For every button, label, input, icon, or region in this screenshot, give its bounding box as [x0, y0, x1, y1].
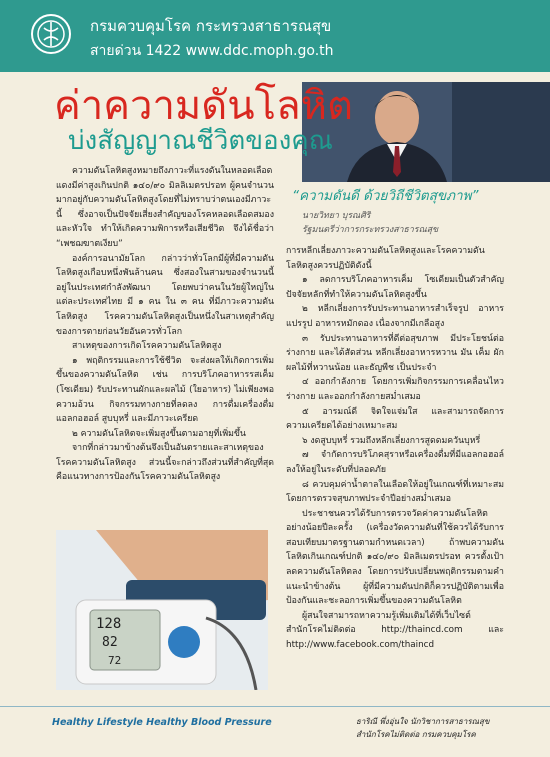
hotline-website: สายด่วน 1422 www.ddc.moph.go.th	[90, 43, 334, 59]
left-paragraph: ความดันโลหิตสูงหมายถึงภาวะที่แรงดันในหลอดเลือดแดงมีค่าสูงเกินปกติ ๑๔๐/๙๐ มิลลิเมตรปรอท ผู้คนจำนวนมากอยู่กับความดันโลหิตสูงโดยที่ไม่ทราบว่าตนเองมีภาวะนี้ ซึ่งอาจเป็นปัจจัยเสี่ยงสำคัญของโรคหลอดเลือดสมองและหัวใจ ทำให้เกิดความพิการหรือเสียชีวิต จึงได้ชื่อว่า “เพชฌฆาตเงียบ”	[56, 166, 274, 249]
right-paragraph: ๕ อารมณ์ดี จิตใจแจ่มใส และสามารถจัดการความเครียดได้อย่างเหมาะสม	[286, 406, 504, 432]
left-paragraph: ๒ ความดันโลหิตจะเพิ่มสูงขึ้นตามอายุที่เพิ่มขึ้น	[72, 428, 246, 439]
department-seal-icon	[30, 10, 72, 58]
left-paragraph: องค์การอนามัยโลก กล่าวว่าทั่วโลกมีผู้ที่มีความดันโลหิตสูงเกือบหนึ่งพันล้านคน ซึ่งสองในสามของจำนวนนี้อยู่ในประเทศกำลังพัฒนา โดยพบว่าคนในวัยผู้ใหญ่ในแต่ละประเทศไทย มี ๑ คน ใน ๓ คน ที่มีภาวะความดันโลหิตสูง โรคความดันโลหิตสูงเป็นหนึ่งในสาเหตุสำคัญของการตายก่อนวัยอันควรทั่วโลก	[56, 253, 274, 337]
right-paragraph: ๘ ควบคุมค่าน้ำตาลในเลือดให้อยู่ในเกณฑ์ที่เหมาะสม โดยการตรวจสุขภาพประจำปีอย่างสม่ำเสมอ	[286, 479, 504, 505]
bp-systolic: 128	[96, 616, 122, 632]
quote-author-position: รัฐมนตรีว่าการกระทรวงสาธารณสุข	[302, 225, 439, 235]
pull-quote: “ความดันดี ด้วยวิถีชีวิตสุขภาพ”	[292, 188, 479, 204]
right-paragraph: ๗ จำกัดการบริโภคสุราหรือเครื่องดื่มที่มีแอลกอฮอล์ ลงให้อยู่ในระดับที่ปลอดภัย	[286, 450, 504, 475]
author-organization: สำนักโรคไม่ติดต่อ กรมควบคุมโรค	[356, 730, 476, 739]
author-credit: ธาริณี พึ่งอุ่นใจ นักวิชาการสาธารณสุข	[356, 717, 490, 726]
article-title: ค่าความดันโลหิต	[54, 83, 353, 129]
blood-pressure-monitor-photo	[56, 530, 268, 690]
right-paragraph: ประชาชนควรได้รับการตรวจวัดค่าความดันโลหิตอย่างน้อยปีละครั้ง (เครื่องวัดความดันที่ใช้ควรได้รับการสอบเทียบมาตรฐานตามกำหนดเวลา) ถ้าพบความดันโลหิตเกินเกณฑ์ปกติ ๑๔๐/๙๐ มิลลิเมตรปรอท ควรตั้งเป้าลดความดันโลหิตลง โดยการปรับเปลี่ยนพฤติกรรมตามคำแนะนำข้างต้น ผู้ที่มีความดันปกติก็ควรปฏิบัติตามเพื่อป้องกันและชะลอการเพิ่มขึ้นของความดันโลหิต	[286, 508, 504, 607]
bp-diastolic: 82	[102, 635, 118, 650]
right-paragraph: สำนักโรคไม่ติดต่อ http://thaincd.com และ http://www.facebook.com/thaincd	[286, 625, 504, 651]
article-subtitle: บ่งสัญญาณชีวิตของคุณ	[68, 126, 333, 156]
right-column	[286, 244, 504, 653]
left-paragraph: ๑ พฤติกรรมและการใช้ชีวิต จะส่งผลให้เกิดการเพิ่มขึ้นของความดันโลหิต เช่น การบริโภคอาหารรสเค็ม (โซเดียม) รับประทานผักและผลไม้ (ใยอาหาร) ไม่เพียงพอ ความอ้วน กิจกรรมทางกายที่ลดลง การดื่มเครื่องดื่มแอลกอฮอล์ สูบบุหรี่ และมีภาวะเครียด	[56, 355, 274, 425]
left-column	[56, 164, 274, 485]
department-name: กรมควบคุมโรค กระทรวงสาธารณสุข	[90, 17, 332, 35]
right-paragraph: ผู้สนใจสามารถหาความรู้เพิ่มเติมได้ที่เว็บไซต์	[302, 610, 471, 621]
right-paragraph: ๒ หลีกเลี่ยงการรับประทานอาหารสำเร็จรูป อาหารแปรรูป อาหารหมักดอง เนื่องจากมีเกลือสูง	[286, 304, 504, 329]
footer-headline: Healthy Lifestyle Healthy Blood Pressure	[52, 717, 272, 728]
left-paragraph: จากที่กล่าวมาข้างต้นจึงเป็นอันตรายและสาเหตุของโรคความดันโลหิตสูง ส่วนนี้จะกล่าวถึงส่วนที่สำคัญที่สุดคือแนวทางการป้องกันโรคความดันโลหิตสูง	[56, 443, 274, 483]
left-paragraph: สาเหตุของการเกิดโรคความดันโลหิตสูง	[72, 341, 222, 352]
footer-divider	[0, 706, 550, 707]
right-paragraph: ๖ งดสูบบุหรี่ รวมถึงหลีกเลี่ยงการสูดดมควันบุหรี่	[302, 435, 481, 446]
right-paragraph: ๔ ออกกำลังกาย โดยการเพิ่มกิจกรรมการเคลื่อนไหวร่างกาย และออกกำลังกายสม่ำเสมอ	[286, 377, 504, 402]
right-paragraph: ๓ รับประทานอาหารที่ดีต่อสุขภาพ มีประโยชน์ต่อร่างกาย และได้สัดส่วน หลีกเลี่ยงอาหารหวาน มัน เค็ม ผักผลไม้ที่หวานน้อย และธัญพืช เป็นประจำ	[286, 333, 504, 373]
header-banner	[0, 0, 550, 72]
bp-pulse: 72	[108, 654, 122, 667]
quote-author: นายวิทยา บุรณศิริ	[302, 211, 371, 221]
right-paragraph: การหลีกเลี่ยงภาวะความดันโลหิตสูงและโรคความดันโลหิตสูงควรปฏิบัติดังนี้	[286, 246, 485, 271]
right-paragraph: ๑ ลดการบริโภคอาหารเค็ม โซเดียมเป็นตัวสำคัญปัจจัยหลักที่ทำให้ความดันโลหิตสูงขึ้น	[286, 275, 504, 300]
